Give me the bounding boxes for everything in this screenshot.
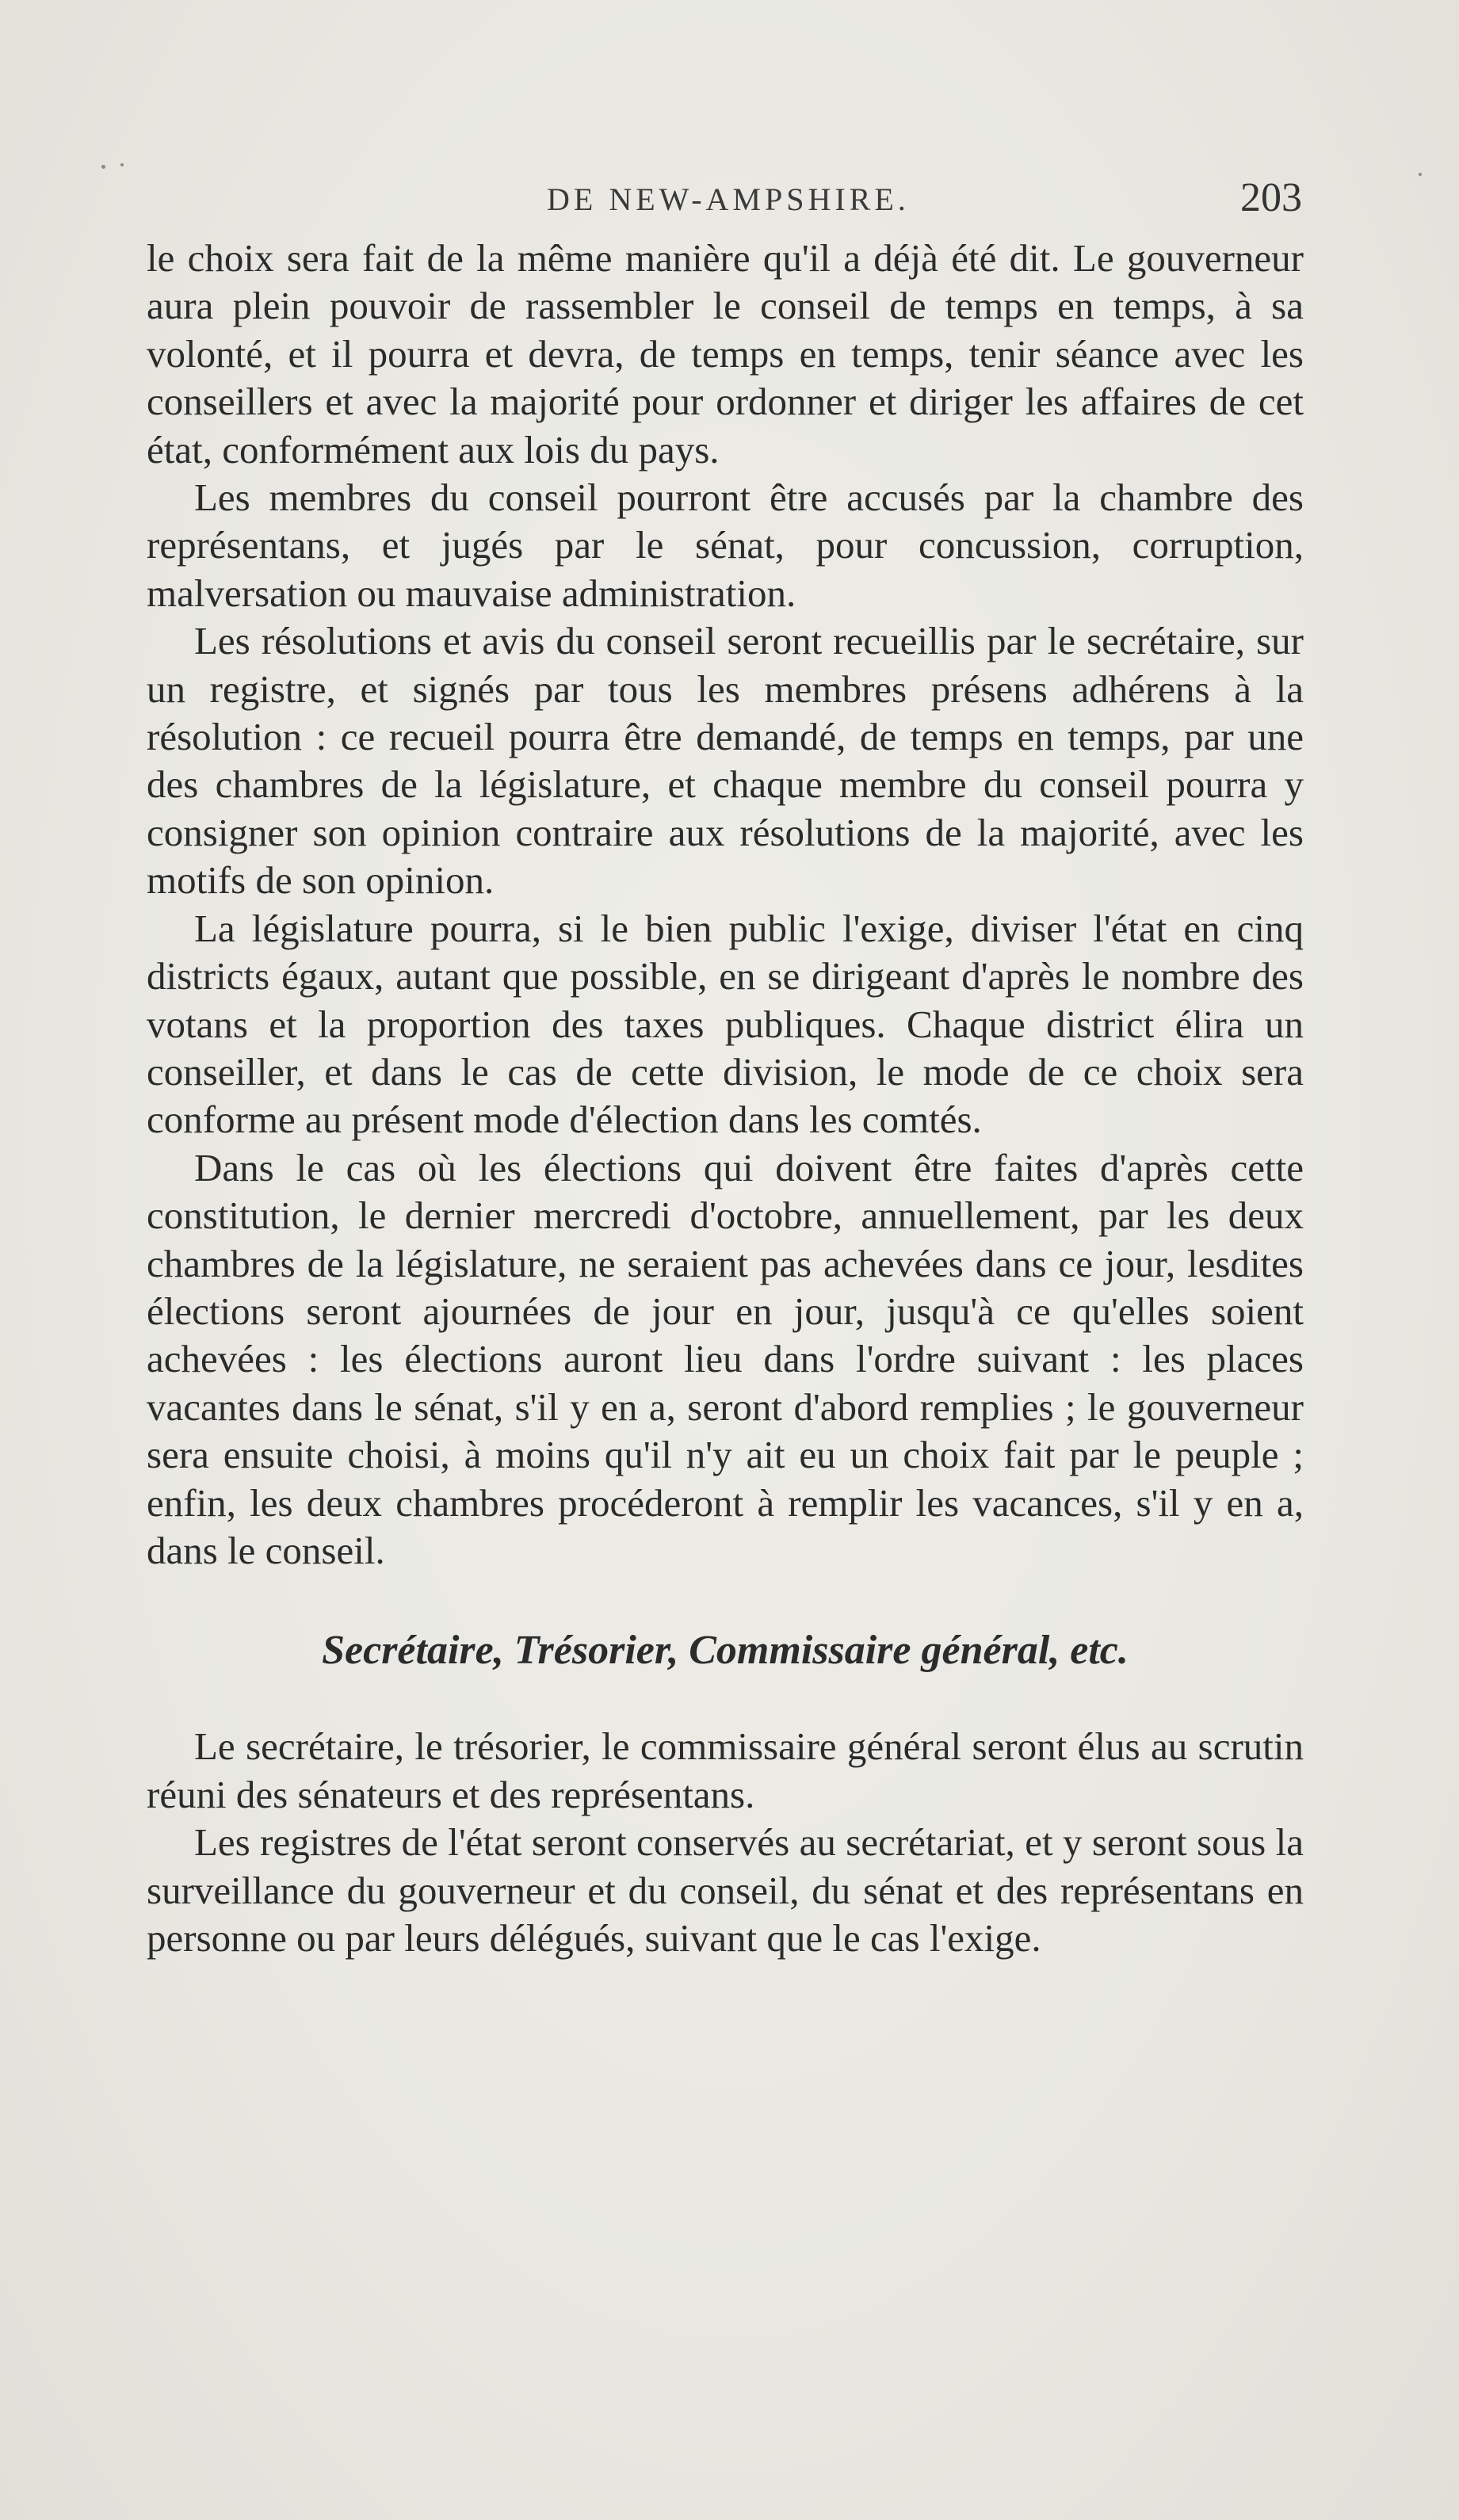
paragraph: le choix sera fait de la même manière qu'il a déjà été dit. Le gouverneur aura plein pouvoir de rassembler le conseil de temps en temps, à sa volonté, et il pourra et devra, de temps en temps, tenir séance avec les conseillers et avec la majorité pour ordonner et diriger les affaires de cet état, conformément aux lois du pays. [147,236,1304,472]
paragraph: La législature pourra, si le bien public l'exige, diviser l'état en cinq districts égaux, autant que possible, en se dirigeant d'après le nombre des votans et la proportion des taxes publiques. Chaque district élira un conseiller, et dans le cas de cette division, le mode de ce choix sera conforme au présent mode d'élection dans les comtés. [147,906,1304,1142]
paper-speck [120,163,124,166]
section-heading: Secrétaire, Trésorier, Commissaire général, etc. [322,1628,1129,1674]
paragraph: Le secrétaire, le trésorier, le commissaire général seront élus au scrutin réuni des sénateurs et des représentans. [147,1724,1304,1816]
page-number: 203 [1240,175,1302,220]
paragraph: Dans le cas où les élections qui doivent être faites d'après cette constitution, le dernier mercredi d'octobre, annuellement, par les deux chambres de la législature, ne seraient pas achevées dans ce jour, lesdites élections seront ajournées de jour en jour, jusqu'à ce qu'elles soient achevées : les élections auront lieu dans l'ordre suivant : les places vacantes dans le sénat, s'il y en a, seront d'abord remplies ; le gouverneur sera ensuite choisi, à moins qu'il n'y ait eu un choix fait par le peuple ; enfin, les deux chambres procéderont à remplir les vacances, s'il y en a, dans le conseil. [147,1145,1304,1572]
running-title: DE NEW-AMPSHIRE. [547,181,910,217]
paper-speck [101,165,105,169]
paragraph: Les registres de l'état seront conservés au secrétariat, et y seront sous la surveillance du gouverneur et du conseil, du sénat et des représentans en personne ou par leurs délégués, suivant que le cas l'exige. [147,1820,1304,1960]
page-body [147,235,1304,1962]
paper-speck [1419,173,1422,176]
page-header [0,175,1459,236]
paragraph: Les membres du conseil pourront être accusés par la chambre des représentans, et jugés par le sénat, pour concussion, corruption, malversation ou mauvaise administration. [147,475,1304,615]
paragraph: Les résolutions et avis du conseil seront recueillis par le secrétaire, sur un registre, et signés par tous les membres présens adhérens à la résolution : ce recueil pourra être demandé, de temps en temps, par une des chambres de la législature, et chaque membre du conseil pourra y consigner son opinion contraire aux résolutions de la majorité, avec les motifs de son opinion. [147,619,1304,903]
